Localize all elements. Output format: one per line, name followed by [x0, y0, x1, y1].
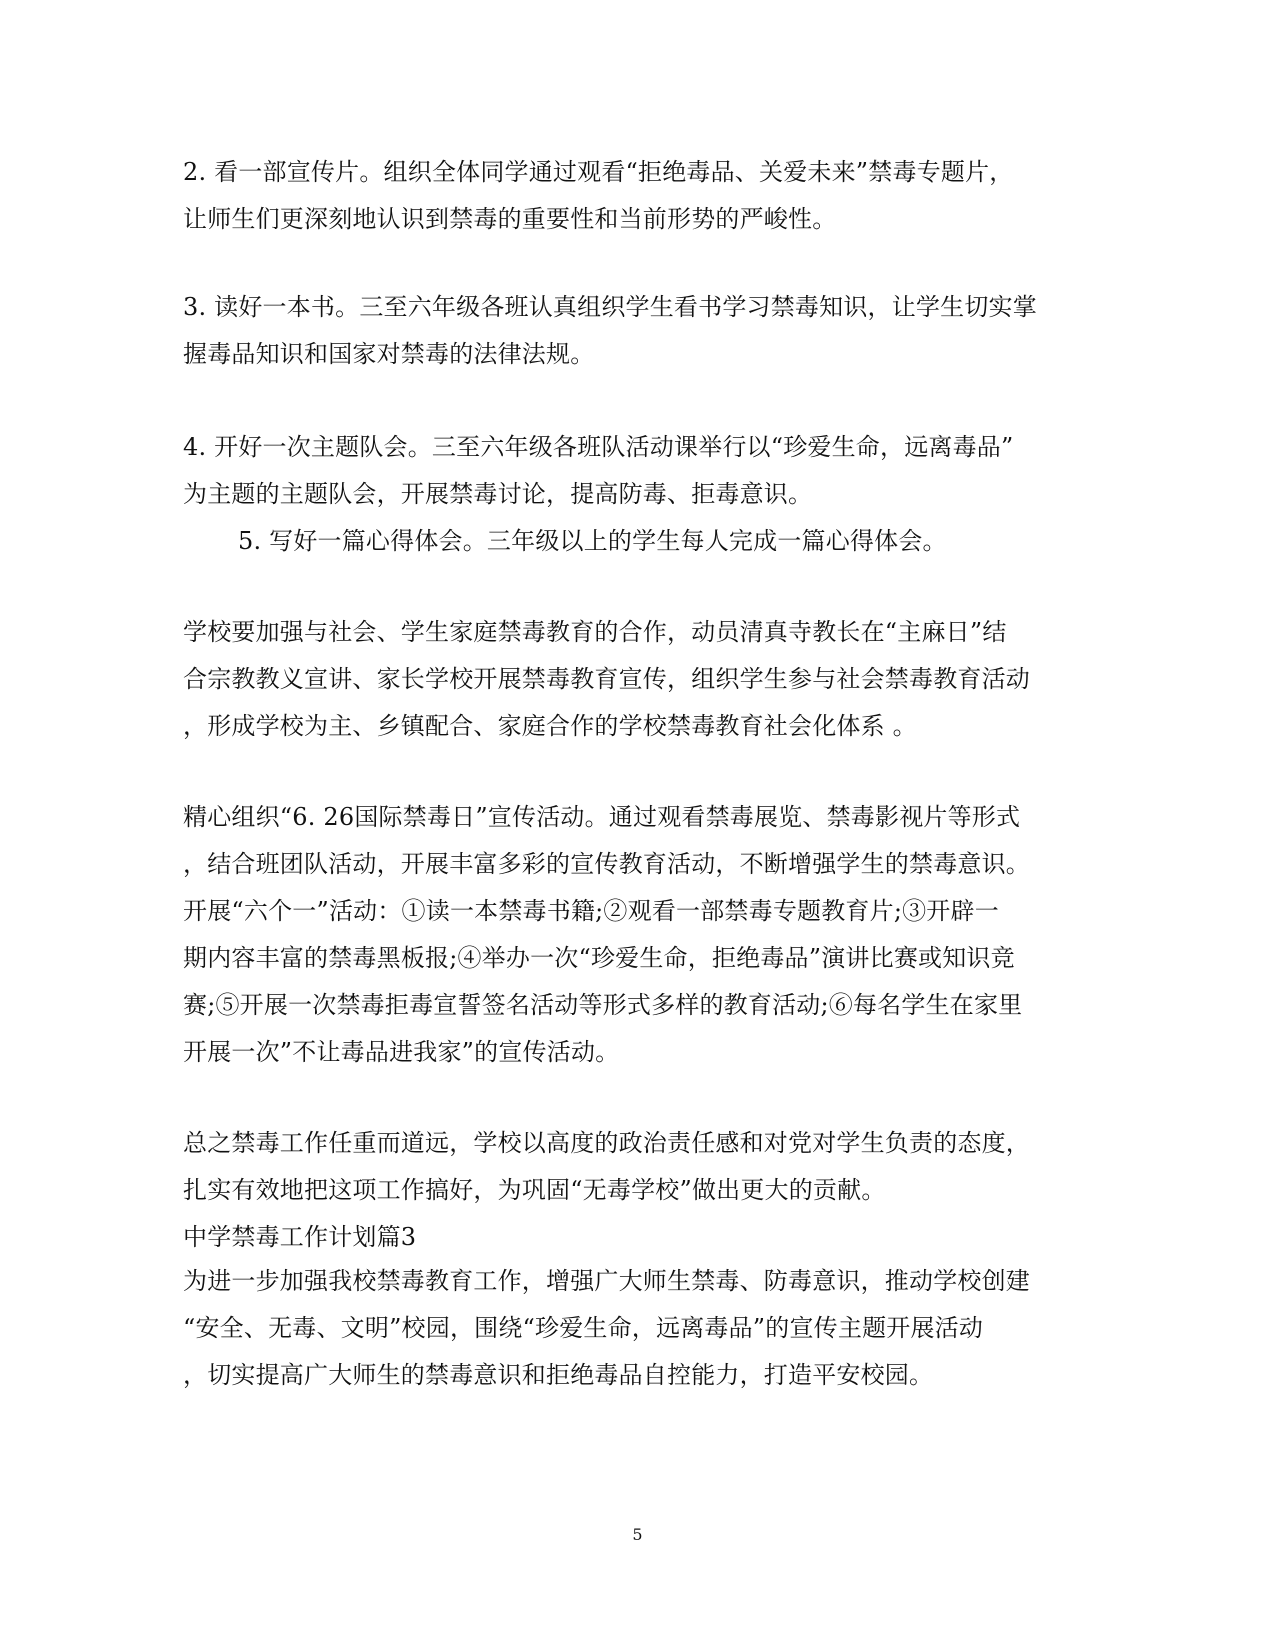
text-line: 总之禁毒工作任重而道远，学校以高度的政治责任感和对党对学生负责的态度， — [183, 1129, 1030, 1157]
text-line: 5. 写好一篇心得体会。三年级以上的学生每人完成一篇心得体会。 — [238, 527, 947, 555]
text-line: 学校要加强与社会、学生家庭禁毒教育的合作，动员清真寺教长在“主麻日”结 — [183, 618, 1007, 646]
text-line: ，形成学校为主、乡镇配合、家庭合作的学校禁毒教育社会化体系 。 — [183, 712, 917, 740]
text-line: 2. 看一部宣传片。组织全体同学通过观看“拒绝毒品、关爱未来”禁毒专题片， — [183, 158, 1014, 186]
text-line: 握毒品知识和国家对禁毒的法律法规。 — [183, 340, 595, 368]
text-line: 为进一步加强我校禁毒教育工作，增强广大师生禁毒、防毒意识，推动学校创建 — [183, 1267, 1030, 1295]
text-line: 开展一次”不让毒品进我家”的宣传活动。 — [183, 1038, 620, 1066]
text-line: 让师生们更深刻地认识到禁毒的重要性和当前形势的严峻性。 — [183, 205, 837, 233]
text-line: 开展“六个一”活动：①读一本禁毒书籍;②观看一部禁毒专题教育片;③开辟一 — [183, 897, 999, 925]
page-number: 5 — [632, 1525, 643, 1544]
text-line: 3. 读好一本书。三至六年级各班认真组织学生看书学习禁毒知识，让学生切实掌 — [183, 293, 1037, 321]
text-line: ，结合班团队活动，开展丰富多彩的宣传教育活动，不断增强学生的禁毒意识。 — [183, 850, 1030, 878]
text-line: 合宗教教义宣讲、家长学校开展禁毒教育宣传，组织学生参与社会禁毒教育活动 — [183, 665, 1030, 693]
text-line: 期内容丰富的禁毒黑板报;④举办一次“珍爱生命，拒绝毒品”演讲比赛或知识竞 — [183, 944, 1015, 972]
text-line: 赛;⑤开展一次禁毒拒毒宣誓签名活动等形式多样的教育活动;⑥每名学生在家里 — [183, 991, 1023, 1019]
text-line: “安全、无毒、文明”校园，围绕“珍爱生命，远离毒品”的宣传主题开展活动 — [183, 1314, 984, 1342]
text-line: ，切实提高广大师生的禁毒意识和拒绝毒品自控能力，打造平安校园。 — [183, 1361, 934, 1389]
text-line: 4. 开好一次主题队会。三至六年级各班队活动课举行以“珍爱生命，远离毒品” — [183, 433, 1014, 461]
section-heading: 中学禁毒工作计划篇3 — [183, 1223, 417, 1251]
text-line: 扎实有效地把这项工作搞好，为巩固“无毒学校”做出更大的贡献。 — [183, 1176, 886, 1204]
text-line: 精心组织“6. 26国际禁毒日”宣传活动。通过观看禁毒展览、禁毒影视片等形式 — [183, 803, 1021, 831]
text-line: 为主题的主题队会，开展禁毒讨论，提高防毒、拒毒意识。 — [183, 480, 813, 508]
